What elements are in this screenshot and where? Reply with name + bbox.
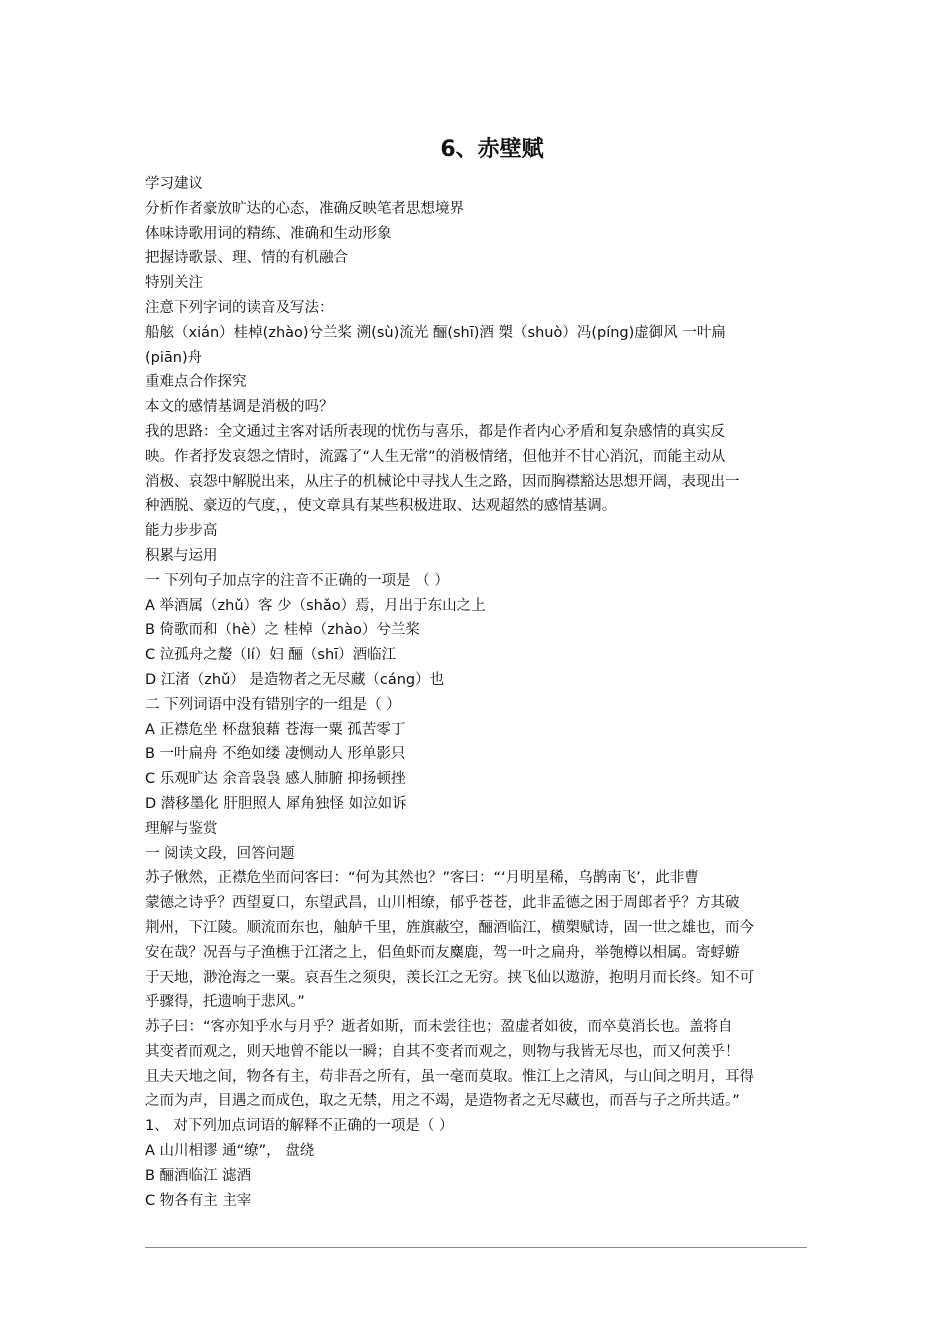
- option-line: D 潜移墨化 肝胆照人 犀角独怪 如泣如诉: [145, 795, 407, 812]
- section-heading: 学习建议: [145, 176, 203, 192]
- passage-line: 于天地，渺沧海之一粟。哀吾生之须臾，羡长江之无穷。挟飞仙以遨游，抱明月而长终。知不可: [145, 969, 754, 986]
- passage-line: 苏子愀然，正襟危坐而问客曰：“何为其然也？”客曰：“‘月明星稀，乌鹊南飞’，此非曹: [145, 870, 699, 887]
- passage-line: 其变者而观之，则天地曾不能以一瞬；自其不变者而观之，则物与我皆无尽也，而又何羡乎！: [145, 1043, 740, 1060]
- text-line: 消极、哀怨中解脱出来，从庄子的机械论中寻找人生之路，因而胸襟豁达思想开阔，表现出一: [145, 473, 740, 490]
- document-page: [145, 130, 809, 1213]
- passage-line: 苏子曰：“客亦知乎水与月乎？逝者如斯，而未尝往也；盈虚者如彼，而卒莫消长也。盖将自: [145, 1019, 733, 1036]
- option-line: A 山川相谬 通“缭”， 盘绕: [145, 1143, 315, 1160]
- text-line: 把握诗歌景、理、情的有机融合: [145, 250, 348, 267]
- text-line: 种洒脱、豪迈的气度，，使文章具有某些积极进取、达观超然的感情基调。: [145, 498, 617, 515]
- passage-line: 乎骤得，托遗响于悲风。”: [145, 994, 305, 1011]
- section-heading: 理解与鉴赏: [145, 820, 218, 837]
- text-line: 体味诗歌用词的精练、准确和生动形象: [145, 225, 392, 242]
- option-line: B 倚歌而和（hè）之 桂棹（zhào）兮兰桨: [145, 622, 420, 639]
- question-line: 一 下列句子加点字的注音不正确的一项是 （ ）: [145, 572, 449, 589]
- option-line: A 举酒属（zhǔ）客 少（shǎo）焉，月出于东山之上: [145, 597, 486, 614]
- passage-line: 蒙德之诗乎？西望夏口，东望武昌，山川相缭，郁乎苍苍，此非孟德之困于周郎者乎？方其破: [145, 895, 740, 912]
- section-heading: 重难点合作探究: [145, 374, 247, 391]
- text-line: 分析作者豪放旷达的心态，准确反映笔者思想境界: [145, 200, 464, 217]
- passage-line: 之而为声，目遇之而成色，取之无禁，用之不竭，是造物者之无尽藏也，而吾与子之所共适。”: [145, 1093, 740, 1110]
- section-heading: 积累与运用: [145, 547, 218, 564]
- option-line: B 酾酒临江 滤酒: [145, 1167, 252, 1184]
- question-line: 一 阅读文段，回答问题: [145, 845, 295, 862]
- pinyin-line: 船舷（xián）桂棹(zhào)兮兰桨 溯(sù)流光 酾(shī)酒 槊（shuò）冯(píng)虚御风 一叶扁: [145, 324, 726, 341]
- question-line: 本文的感情基调是消极的吗？: [145, 399, 334, 416]
- question-line: 二 下列词语中没有错别字的一组是（ ）: [145, 696, 401, 713]
- question-line: 1、 对下列加点词语的解释不正确的一项是（ ）: [145, 1118, 454, 1135]
- section-heading: 能力步步高: [145, 523, 218, 540]
- passage-line: 荆州，下江陵。顺流而东也，舳舻千里，旌旗蔽空，酾酒临江，横槊赋诗，固一世之雄也，而今: [145, 919, 754, 936]
- document-title: 6、赤壁赋: [440, 137, 544, 162]
- option-line: C 泣孤舟之嫠（lí）妇 酾（shī）酒临江: [145, 647, 397, 664]
- option-line: C 乐观旷达 余音袅袅 感人肺腑 抑扬顿挫: [145, 771, 406, 788]
- passage-line: 且夫天地之间，物各有主，苟非吾之所有，虽一毫而莫取。惟江上之清风，与山间之明月，耳得: [145, 1068, 754, 1085]
- option-line: D 江渚（zhǔ） 是造物者之无尽藏（cáng）也: [145, 671, 445, 688]
- option-line: C 物各有主 主宰: [145, 1192, 252, 1209]
- pinyin-line: (piān)舟: [145, 349, 203, 366]
- text-line: 映。作者抒发哀怨之情时，流露了“人生无常”的消极情绪，但他并不甘心消沉，而能主动从: [145, 448, 726, 465]
- option-line: B 一叶扁舟 不绝如缕 凄恻动人 形单影只: [145, 746, 406, 763]
- option-line: A 正襟危坐 杯盘狼藉 苍海一粟 孤苦零丁: [145, 721, 406, 738]
- section-heading: 特别关注: [145, 275, 203, 292]
- text-line: 我的思路：全文通过主客对话所表现的忧伤与喜乐，都是作者内心矛盾和复杂感情的真实反: [145, 423, 725, 440]
- document-body: [145, 172, 809, 1213]
- passage-line: 安在哉？况吾与子渔樵于江渚之上，侣鱼虾而友麋鹿，驾一叶之扁舟，举匏樽以相属。寄蜉蝣: [145, 944, 740, 961]
- text-line: 注意下列字词的读音及写法：: [145, 299, 334, 316]
- footer-divider: [145, 1247, 807, 1248]
